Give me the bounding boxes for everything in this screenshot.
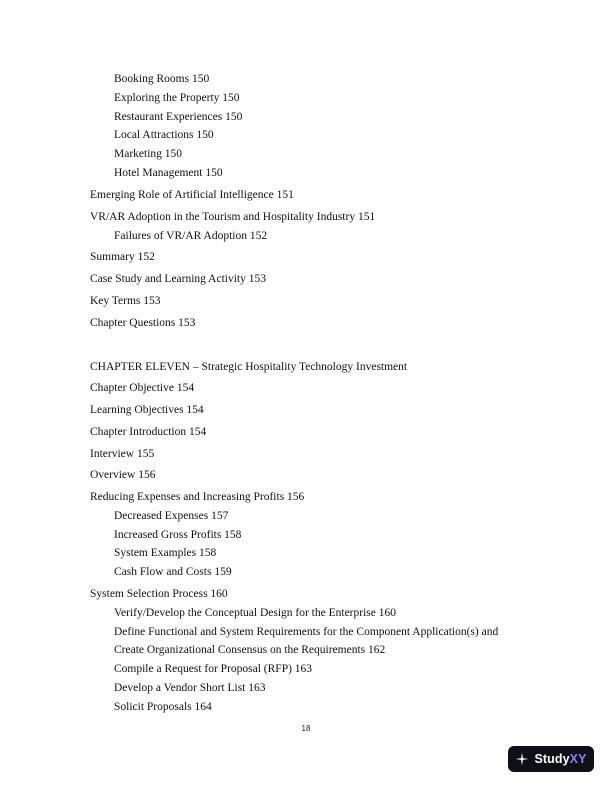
toc-entry-define-requirements: Define Functional and System Requirements for the Component Application(s) and <box>114 626 499 638</box>
toc-entry-solicit-proposals: Solicit Proposals 164 <box>114 701 212 713</box>
toc-entry-artificial-intelligence: Emerging Role of Artificial Intelligence 151 <box>90 189 294 201</box>
toc-entry-local-attractions: Local Attractions 150 <box>114 129 214 141</box>
toc-entry-decreased-expenses: Decreased Expenses 157 <box>114 510 229 522</box>
page-number: 18 <box>301 724 311 733</box>
toc-entry-marketing: Marketing 150 <box>114 148 183 160</box>
toc-entry-chapter-introduction: Chapter Introduction 154 <box>90 426 207 438</box>
toc-entry-chapter-objective: Chapter Objective 154 <box>90 382 195 394</box>
toc-entry-vr-ar-adoption: VR/AR Adoption in the Tourism and Hospitality Industry 151 <box>90 211 376 223</box>
toc-entry-increased-gross-profits: Increased Gross Profits 158 <box>114 529 242 541</box>
plus-sparkle-icon <box>515 752 529 766</box>
toc-entry-chapter-questions: Chapter Questions 153 <box>90 317 196 329</box>
toc-entry-organizational-consensus: Create Organizational Consensus on the Requirements 162 <box>114 644 386 656</box>
toc-entry-learning-objectives: Learning Objectives 154 <box>90 404 204 416</box>
toc-entry-key-terms: Key Terms 153 <box>90 295 161 307</box>
toc-entry-case-study: Case Study and Learning Activity 153 <box>90 273 266 285</box>
toc-entry-reducing-expenses: Reducing Expenses and Increasing Profits 156 <box>90 491 305 503</box>
toc-entry-overview: Overview 156 <box>90 469 156 481</box>
toc-entry-system-examples: System Examples 158 <box>114 547 217 559</box>
toc-entry-failures-vr-ar: Failures of VR/AR Adoption 152 <box>114 230 268 242</box>
toc-entry-exploring-property: Exploring the Property 150 <box>114 92 240 104</box>
toc-entry-conceptual-design: Verify/Develop the Conceptual Design for the Enterprise 160 <box>114 607 396 619</box>
toc-entry-summary: Summary 152 <box>90 251 155 263</box>
toc-entry-vendor-short-list: Develop a Vendor Short List 163 <box>114 682 266 694</box>
toc-entry-compile-rfp: Compile a Request for Proposal (RFP) 163 <box>114 663 313 675</box>
toc-entry-system-selection: System Selection Process 160 <box>90 588 228 600</box>
toc-entry-interview: Interview 155 <box>90 448 155 460</box>
chapter-heading: CHAPTER ELEVEN – Strategic Hospitality Technology Investment <box>90 361 408 373</box>
brand-name-part1: Study <box>534 752 570 766</box>
toc-entry-booking-rooms: Booking Rooms 150 <box>114 73 210 85</box>
toc-entry-cash-flow: Cash Flow and Costs 159 <box>114 566 232 578</box>
brand-name <box>534 752 586 766</box>
toc-entry-restaurant-experiences: Restaurant Experiences 150 <box>114 111 243 123</box>
brand-badge[interactable] <box>508 746 594 772</box>
toc-entry-hotel-management: Hotel Management 150 <box>114 167 223 179</box>
brand-name-part2: XY <box>569 752 587 766</box>
